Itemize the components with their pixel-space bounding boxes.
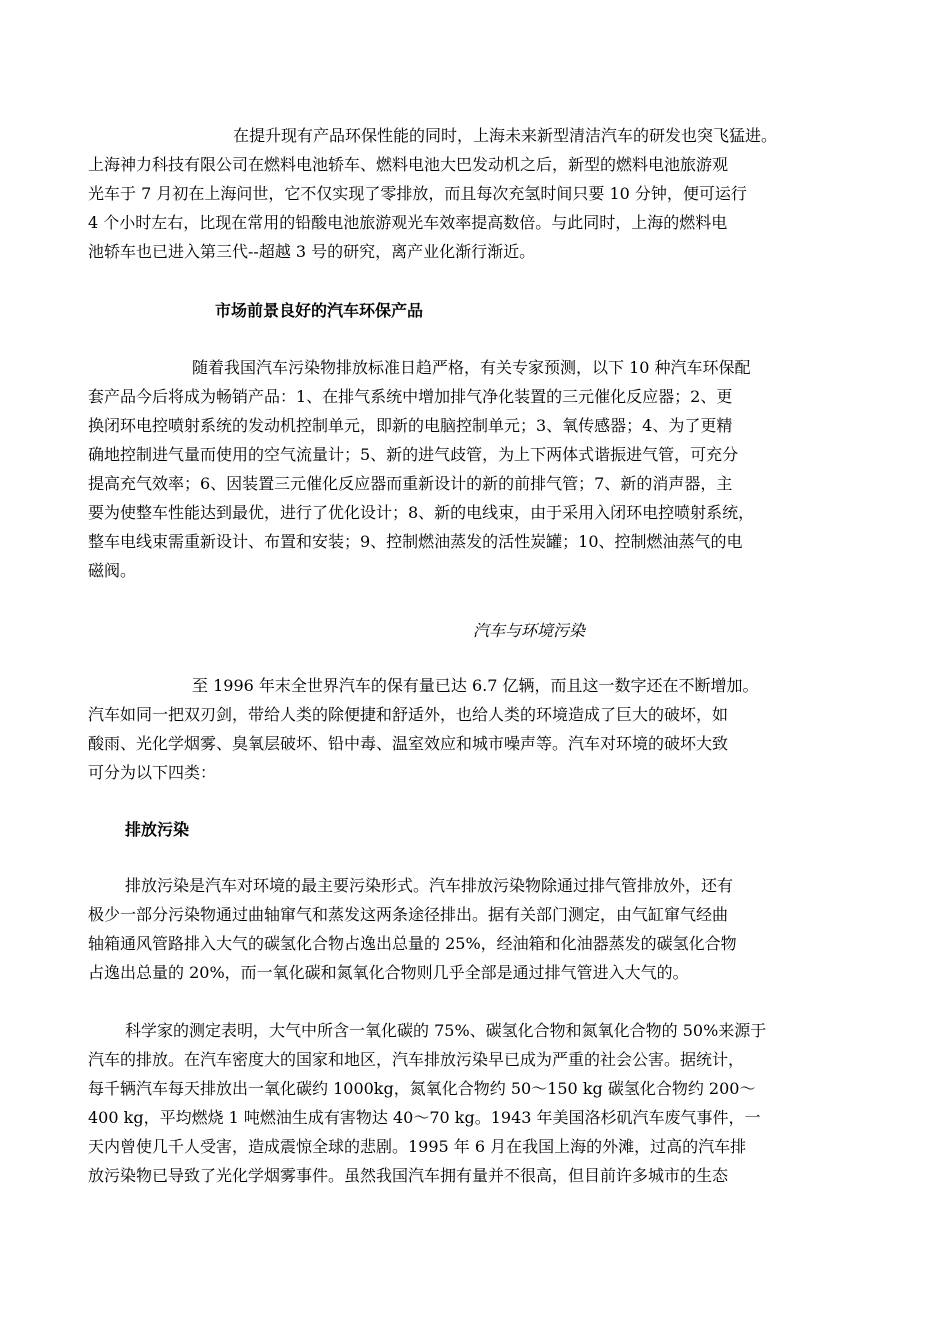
section-heading-emission-pollution: 排放污染	[125, 820, 190, 839]
paragraph-line: 酸雨、光化学烟雾、臭氧层破坏、铅中毒、温室效应和城市噪声等。汽车对环境的破坏大致	[88, 734, 729, 753]
section-heading-cars-and-pollution: 汽车与环境污染	[473, 621, 586, 640]
paragraph-line: 套产品今后将成为畅销产品：1、在排气系统中增加排气净化装置的三元催化反应器；2、更	[88, 387, 733, 406]
paragraph-line: 在提升现有产品环保性能的同时，上海未来新型清洁汽车的研发也突飞猛进。	[233, 126, 778, 145]
paragraph-line: 至 1996 年末全世界汽车的保有量已达 6.7 亿辆，而且这一数字还在不断增加。	[192, 676, 759, 695]
paragraph-car-ownership	[88, 671, 878, 787]
paragraph-emission-forms	[88, 871, 878, 987]
paragraph-emission-statistics	[88, 1016, 878, 1190]
paragraph-line: 上海神力科技有限公司在燃料电池轿车、燃料电池大巴发动机之后，新型的燃料电池旅游观	[88, 155, 729, 174]
paragraph-line: 要为使整车性能达到最优，进行了优化设计；8、新的电线束，由于采用入闭环电控喷射系统，	[88, 503, 755, 522]
paragraph-line: 确地控制进气量而使用的空气流量计；5、新的进气歧管，为上下两体式谐振进气管，可充分	[88, 445, 739, 464]
paragraph-line: 随着我国汽车污染物排放标准日趋严格，有关专家预测，以下 10 种汽车环保配	[192, 358, 751, 377]
paragraph-line: 放污染物已导致了光化学烟雾事件。虽然我国汽车拥有量并不很高，但目前许多城市的生态	[88, 1166, 729, 1185]
paragraph-line: 每千辆汽车每天排放出一氧化碳约 1000kg，氮氧化合物约 50～150 kg 碳氢化合物约 200～	[88, 1079, 756, 1098]
paragraph-line: 汽车如同一把双刃剑，带给人类的除便捷和舒适外，也给人类的环境造成了巨大的破坏，如	[88, 705, 729, 724]
paragraph-line: 科学家的测定表明，大气中所含一氧化碳的 75%、碳氢化合物和氮氧化合物的 50%来源于	[125, 1021, 767, 1040]
paragraph-line: 天内曾使几千人受害，造成震惊全球的悲剧。1995 年 6 月在我国上海的外滩，过高的汽车排	[88, 1137, 747, 1156]
paragraph-clean-car-research	[88, 121, 878, 266]
paragraph-line: 整车电线束需重新设计、布置和安装；9、控制燃油蒸发的活性炭罐；10、控制燃油蒸气的电	[88, 532, 743, 551]
paragraph-line: 400 kg，平均燃烧 1 吨燃油生成有害物达 40～70 kg。1943 年美国洛杉矶汽车废气事件，一	[88, 1108, 761, 1127]
paragraph-line: 光车于 7 月初在上海问世，它不仅实现了零排放，而且每次充氢时间只要 10 分钟，便可运行	[88, 184, 747, 203]
section-heading-market-outlook: 市场前景良好的汽车环保产品	[215, 301, 424, 320]
paragraph-line: 排放污染是汽车对环境的最主要污染形式。汽车排放污染物除通过排气管排放外，还有	[125, 876, 734, 895]
paragraph-line: 汽车的排放。在汽车密度大的国家和地区，汽车排放污染早已成为严重的社会公害。据统计，	[88, 1050, 745, 1069]
paragraph-line: 磁阀。	[88, 561, 137, 580]
paragraph-line: 轴箱通风管路排入大气的碳氢化合物占逸出总量的 25%，经油箱和化油器蒸发的碳氢化合物	[88, 934, 737, 953]
paragraph-line: 提高充气效率；6、因装置三元催化反应器而重新设计的新的前排气管；7、新的消声器，主	[88, 474, 733, 493]
paragraph-line: 可分为以下四类：	[88, 763, 217, 782]
paragraph-line: 4 个小时左右，比现在常用的铅酸电池旅游观光车效率提高数倍。与此同时，上海的燃料电	[88, 213, 728, 232]
paragraph-line: 换闭环电控喷射系统的发动机控制单元，即新的电脑控制单元；3、氧传感器；4、为了更精	[88, 416, 733, 435]
paragraph-line: 池轿车也已进入第三代--超越 3 号的研究，离产业化渐行渐近。	[88, 242, 536, 261]
paragraph-line: 极少一部分污染物通过曲轴窜气和蒸发这两条途径排出。据有关部门测定，由气缸窜气经曲	[88, 905, 729, 924]
paragraph-line: 占逸出总量的 20%，而一氧化碳和氮氧化合物则几乎全部是通过排气管进入大气的。	[88, 963, 689, 982]
paragraph-eco-products	[88, 353, 878, 585]
